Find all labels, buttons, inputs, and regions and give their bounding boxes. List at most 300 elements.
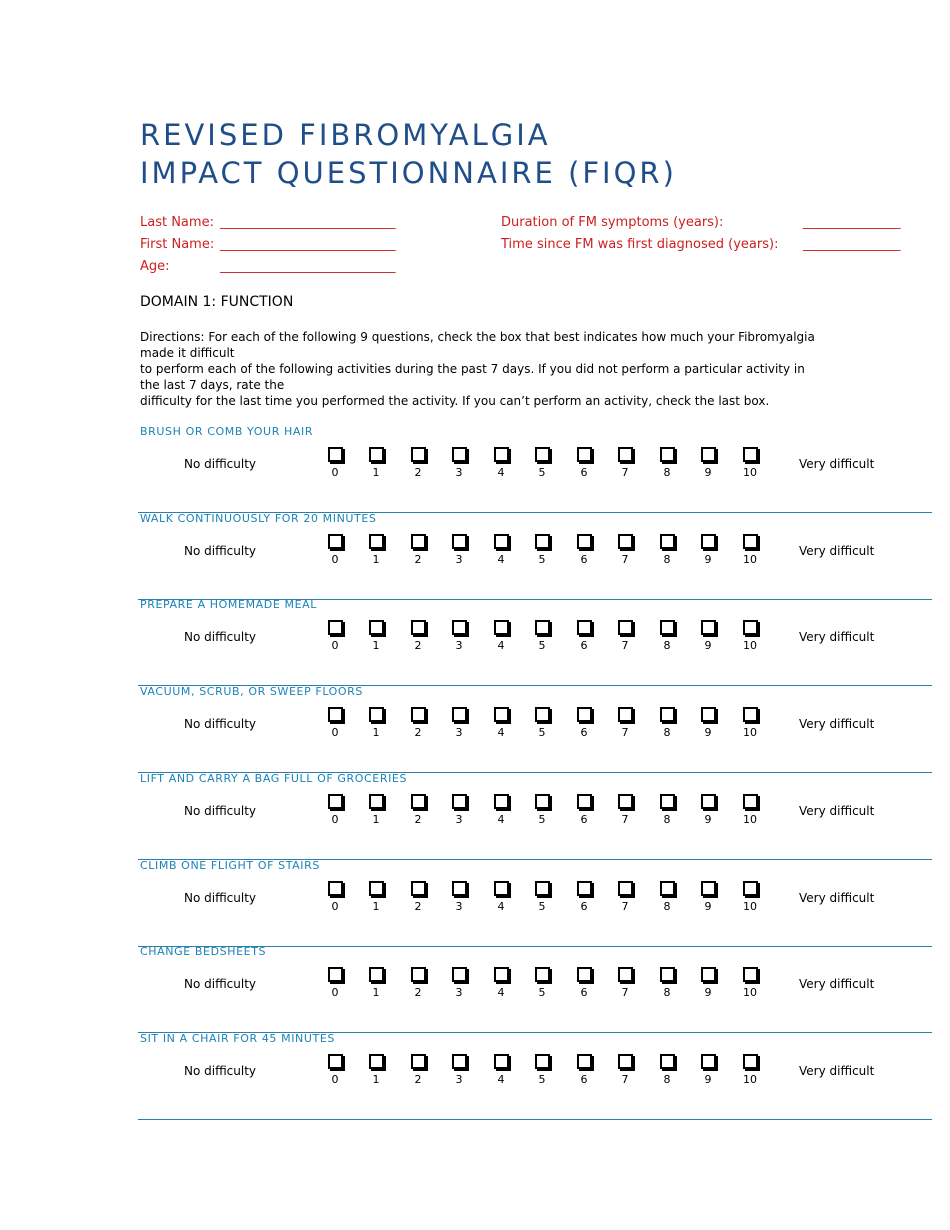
rating-number: 7	[621, 726, 629, 739]
rating-checkbox[interactable]	[743, 534, 758, 549]
rating-option	[696, 967, 720, 999]
rating-option	[489, 881, 513, 913]
rating-option	[696, 447, 720, 479]
rating-number: 5	[538, 639, 546, 652]
rating-number: 0	[331, 1073, 339, 1086]
rating-option	[323, 1054, 347, 1086]
rating-option	[447, 447, 471, 479]
rating-option	[613, 967, 637, 999]
rating-option	[738, 534, 762, 566]
rating-number: 10	[743, 1073, 757, 1086]
first-name-field[interactable]: ___________________________	[220, 237, 396, 252]
rating-number: 4	[497, 639, 505, 652]
rating-number: 10	[743, 900, 757, 913]
scale-left-label: No difficulty	[184, 457, 257, 471]
rating-number: 1	[372, 986, 380, 999]
rating-checkbox[interactable]	[577, 1054, 592, 1069]
scale-right-label: Very difficult	[799, 457, 875, 471]
rating-number: 9	[704, 466, 712, 479]
rating-option	[489, 794, 513, 826]
rating-option	[738, 447, 762, 479]
question-item	[138, 425, 932, 513]
rating-number: 6	[580, 986, 588, 999]
rating-checkbox[interactable]	[577, 447, 592, 462]
rating-option	[613, 534, 637, 566]
rating-checkbox[interactable]	[328, 447, 343, 462]
rating-option	[406, 794, 430, 826]
rating-option	[406, 707, 430, 739]
scale-left-label: No difficulty	[184, 630, 257, 644]
rating-checkbox[interactable]	[701, 1054, 716, 1069]
scale-left-label: No difficulty	[184, 717, 257, 731]
rating-number: 6	[580, 813, 588, 826]
age-field[interactable]: ___________________________	[220, 259, 396, 274]
rating-checkbox[interactable]	[494, 881, 509, 896]
question-label: VACUUM, SCRUB, OR SWEEP FLOORS	[140, 685, 364, 698]
rating-number: 0	[331, 553, 339, 566]
rating-checkbox[interactable]	[618, 881, 633, 896]
rating-option	[530, 1054, 554, 1086]
rating-checkbox[interactable]	[660, 534, 675, 549]
rating-checkbox[interactable]	[411, 967, 426, 982]
rating-option	[364, 794, 388, 826]
rating-option	[696, 707, 720, 739]
rating-number: 4	[497, 1073, 505, 1086]
rating-option	[364, 620, 388, 652]
rating-number: 3	[455, 813, 463, 826]
rating-checkbox[interactable]	[411, 534, 426, 549]
rating-number: 2	[414, 986, 422, 999]
rating-checkbox[interactable]	[452, 881, 467, 896]
rating-checkbox[interactable]	[743, 967, 758, 982]
rating-option	[572, 447, 596, 479]
directions-line-2: to perform each of the following activities during the past 7 days. If you did not perform a particular activity in the last 7 days, rate the	[140, 362, 805, 392]
rating-checkbox[interactable]	[328, 1054, 343, 1069]
rating-checkbox[interactable]	[369, 707, 384, 722]
rating-number: 6	[580, 726, 588, 739]
rating-checkbox[interactable]	[618, 707, 633, 722]
rating-option	[572, 620, 596, 652]
question-item	[138, 1032, 932, 1120]
rating-number: 1	[372, 553, 380, 566]
scale-right-label: Very difficult	[799, 977, 875, 991]
rating-checkbox[interactable]	[743, 1054, 758, 1069]
rating-checkbox[interactable]	[369, 534, 384, 549]
question-item	[138, 512, 932, 600]
rating-option	[738, 620, 762, 652]
rating-option	[406, 967, 430, 999]
scale-right-label: Very difficult	[799, 1064, 875, 1078]
rating-option	[323, 794, 347, 826]
scale-left-label: No difficulty	[184, 544, 257, 558]
rating-checkbox[interactable]	[618, 534, 633, 549]
rating-number: 3	[455, 553, 463, 566]
scale-right-label: Very difficult	[799, 717, 875, 731]
rating-option	[447, 620, 471, 652]
rating-option	[738, 1054, 762, 1086]
rating-option	[696, 620, 720, 652]
rating-option	[696, 794, 720, 826]
rating-number: 6	[580, 1073, 588, 1086]
rating-option	[364, 967, 388, 999]
rating-checkbox[interactable]	[369, 794, 384, 809]
rating-checkbox[interactable]	[328, 967, 343, 982]
rating-number: 8	[663, 1073, 671, 1086]
title-line-2: IMPACT QUESTIONNAIRE (FIQR)	[140, 156, 677, 190]
rating-option	[696, 1054, 720, 1086]
rating-checkbox[interactable]	[411, 881, 426, 896]
rating-option	[613, 707, 637, 739]
rating-option	[323, 534, 347, 566]
rating-checkbox[interactable]	[660, 1054, 675, 1069]
rating-number: 9	[704, 1073, 712, 1086]
rating-number: 4	[497, 986, 505, 999]
rating-option	[572, 707, 596, 739]
rating-option	[530, 794, 554, 826]
rating-number: 2	[414, 1073, 422, 1086]
rating-number: 7	[621, 986, 629, 999]
rating-number: 10	[743, 553, 757, 566]
rating-number: 5	[538, 1073, 546, 1086]
question-label: CHANGE BEDSHEETS	[140, 945, 267, 958]
directions-lead: Directions:	[140, 330, 205, 344]
question-label: BRUSH OR COMB YOUR HAIR	[140, 425, 314, 438]
rating-number: 2	[414, 900, 422, 913]
rating-option	[530, 881, 554, 913]
rating-option	[323, 881, 347, 913]
scale-left-label: No difficulty	[184, 804, 257, 818]
rating-option	[613, 1054, 637, 1086]
directions-line-1: For each of the following 9 questions, check the box that best indicates how much your Fibromyalgia made it difficult	[140, 330, 815, 360]
scale-left-label: No difficulty	[184, 891, 257, 905]
rating-checkbox[interactable]	[328, 881, 343, 896]
rating-checkbox[interactable]	[701, 794, 716, 809]
rating-option	[530, 534, 554, 566]
rating-option	[489, 447, 513, 479]
rating-number: 9	[704, 986, 712, 999]
rating-number: 6	[580, 466, 588, 479]
rating-number: 9	[704, 639, 712, 652]
rating-number: 0	[331, 900, 339, 913]
rating-checkbox[interactable]	[660, 707, 675, 722]
rating-checkbox[interactable]	[369, 447, 384, 462]
rating-number: 1	[372, 639, 380, 652]
rating-checkbox[interactable]	[411, 620, 426, 635]
scale-right-label: Very difficult	[799, 544, 875, 558]
rating-number: 8	[663, 639, 671, 652]
directions	[140, 329, 820, 409]
rating-number: 6	[580, 900, 588, 913]
rating-checkbox[interactable]	[535, 707, 550, 722]
rating-option	[572, 794, 596, 826]
rating-option	[447, 794, 471, 826]
rating-checkbox[interactable]	[369, 1054, 384, 1069]
rating-checkbox[interactable]	[701, 881, 716, 896]
rating-number: 1	[372, 813, 380, 826]
rating-number: 4	[497, 813, 505, 826]
rating-checkbox[interactable]	[328, 534, 343, 549]
rating-option	[323, 967, 347, 999]
rating-checkbox[interactable]	[535, 534, 550, 549]
rating-number: 4	[497, 726, 505, 739]
scale-right-label: Very difficult	[799, 804, 875, 818]
rating-option	[655, 1054, 679, 1086]
rating-checkbox[interactable]	[452, 447, 467, 462]
rating-option	[447, 1054, 471, 1086]
rating-checkbox[interactable]	[452, 794, 467, 809]
rating-checkbox[interactable]	[701, 620, 716, 635]
rating-checkbox[interactable]	[328, 707, 343, 722]
rating-option	[489, 707, 513, 739]
rating-option	[613, 620, 637, 652]
rating-option	[655, 881, 679, 913]
rating-number: 2	[414, 466, 422, 479]
rating-number: 0	[331, 986, 339, 999]
rating-number: 0	[331, 813, 339, 826]
rating-number: 1	[372, 1073, 380, 1086]
rating-number: 8	[663, 553, 671, 566]
rating-checkbox[interactable]	[494, 794, 509, 809]
rating-option	[572, 534, 596, 566]
rating-checkbox[interactable]	[660, 967, 675, 982]
scale-right-label: Very difficult	[799, 891, 875, 905]
rating-number: 10	[743, 726, 757, 739]
rating-checkbox[interactable]	[452, 534, 467, 549]
rating-number: 5	[538, 986, 546, 999]
rating-checkbox[interactable]	[411, 707, 426, 722]
rating-number: 1	[372, 726, 380, 739]
rating-checkbox[interactable]	[535, 794, 550, 809]
rating-checkbox[interactable]	[369, 967, 384, 982]
rating-number: 3	[455, 986, 463, 999]
rating-checkbox[interactable]	[452, 620, 467, 635]
question-label: WALK CONTINUOUSLY FOR 20 MINUTES	[140, 512, 377, 525]
rating-checkbox[interactable]	[743, 794, 758, 809]
rating-checkbox[interactable]	[743, 447, 758, 462]
rating-option	[696, 881, 720, 913]
scale-left-label: No difficulty	[184, 1064, 257, 1078]
rating-checkbox[interactable]	[452, 1054, 467, 1069]
rating-checkbox[interactable]	[328, 620, 343, 635]
rating-option	[323, 620, 347, 652]
rating-number: 7	[621, 466, 629, 479]
rating-checkbox[interactable]	[452, 967, 467, 982]
rating-checkbox[interactable]	[577, 967, 592, 982]
rating-checkbox[interactable]	[369, 881, 384, 896]
rating-number: 4	[497, 466, 505, 479]
rating-option	[447, 967, 471, 999]
rating-checkbox[interactable]	[660, 447, 675, 462]
rating-number: 2	[414, 553, 422, 566]
rating-checkbox[interactable]	[577, 794, 592, 809]
rating-number: 5	[538, 553, 546, 566]
rating-checkbox[interactable]	[535, 620, 550, 635]
rating-checkbox[interactable]	[618, 794, 633, 809]
rating-checkbox[interactable]	[577, 881, 592, 896]
rating-checkbox[interactable]	[701, 707, 716, 722]
rating-number: 8	[663, 900, 671, 913]
rating-number: 0	[331, 726, 339, 739]
duration-label: Duration of FM symptoms (years):	[501, 215, 724, 230]
rating-option	[364, 1054, 388, 1086]
rating-number: 9	[704, 900, 712, 913]
question-item	[138, 859, 932, 947]
rating-number: 3	[455, 466, 463, 479]
rating-checkbox[interactable]	[535, 967, 550, 982]
rating-number: 1	[372, 900, 380, 913]
rating-number: 10	[743, 986, 757, 999]
rating-checkbox[interactable]	[535, 881, 550, 896]
rating-option	[738, 881, 762, 913]
rating-checkbox[interactable]	[535, 447, 550, 462]
rating-checkbox[interactable]	[743, 707, 758, 722]
rating-checkbox[interactable]	[660, 620, 675, 635]
rating-option	[406, 534, 430, 566]
directions-line-3: difficulty for the last time you performed the activity. If you can’t perform an activity, check the last box.	[140, 394, 770, 408]
age-label: Age:	[140, 259, 170, 274]
rating-option	[489, 620, 513, 652]
rating-number: 10	[743, 466, 757, 479]
rating-option	[530, 620, 554, 652]
rating-option	[655, 707, 679, 739]
title-line-1: REVISED FIBROMYALGIA	[140, 118, 551, 152]
rating-number: 5	[538, 726, 546, 739]
rating-option	[655, 794, 679, 826]
rating-number: 3	[455, 1073, 463, 1086]
rating-option	[489, 534, 513, 566]
rating-option	[323, 707, 347, 739]
rating-number: 4	[497, 900, 505, 913]
rating-checkbox[interactable]	[411, 794, 426, 809]
rating-option	[406, 447, 430, 479]
rating-number: 3	[455, 639, 463, 652]
rating-checkbox[interactable]	[452, 707, 467, 722]
rating-number: 3	[455, 900, 463, 913]
rating-number: 6	[580, 553, 588, 566]
rating-checkbox[interactable]	[494, 447, 509, 462]
rating-number: 6	[580, 639, 588, 652]
rating-option	[572, 881, 596, 913]
rating-checkbox[interactable]	[743, 620, 758, 635]
rating-checkbox[interactable]	[577, 707, 592, 722]
rating-option	[572, 1054, 596, 1086]
rating-number: 1	[372, 466, 380, 479]
time-since-diagnosis-field[interactable]: _______________	[803, 237, 901, 252]
rating-number: 8	[663, 813, 671, 826]
rating-option	[655, 534, 679, 566]
question-label: CLIMB ONE FLIGHT OF STAIRS	[140, 859, 320, 872]
rating-checkbox[interactable]	[743, 881, 758, 896]
rating-checkbox[interactable]	[494, 707, 509, 722]
rating-number: 7	[621, 1073, 629, 1086]
rating-checkbox[interactable]	[577, 620, 592, 635]
rating-option	[406, 620, 430, 652]
rating-number: 5	[538, 900, 546, 913]
rating-number: 5	[538, 813, 546, 826]
rating-checkbox[interactable]	[411, 447, 426, 462]
rating-number: 3	[455, 726, 463, 739]
rating-option	[655, 447, 679, 479]
question-label: SIT IN A CHAIR FOR 45 MINUTES	[140, 1032, 335, 1045]
rating-option	[572, 967, 596, 999]
rating-checkbox[interactable]	[577, 534, 592, 549]
rating-option	[406, 1054, 430, 1086]
rating-number: 2	[414, 726, 422, 739]
last-name-label: Last Name:	[140, 215, 214, 230]
rating-option	[364, 447, 388, 479]
rating-option	[613, 447, 637, 479]
rating-option	[323, 447, 347, 479]
rating-checkbox[interactable]	[411, 1054, 426, 1069]
rating-number: 8	[663, 466, 671, 479]
rating-checkbox[interactable]	[660, 794, 675, 809]
rating-checkbox[interactable]	[618, 1054, 633, 1069]
rating-number: 10	[743, 813, 757, 826]
question-item	[138, 772, 932, 860]
last-name-field[interactable]: ___________________________	[220, 215, 396, 230]
rating-option	[655, 620, 679, 652]
rating-option	[738, 967, 762, 999]
rating-option	[696, 534, 720, 566]
time-since-diagnosis-label: Time since FM was first diagnosed (years):	[501, 237, 779, 252]
rating-number: 2	[414, 813, 422, 826]
scale-right-label: Very difficult	[799, 630, 875, 644]
rating-option	[738, 794, 762, 826]
question-label: LIFT AND CARRY A BAG FULL OF GROCERIES	[140, 772, 408, 785]
rating-number: 8	[663, 726, 671, 739]
rating-number: 9	[704, 726, 712, 739]
rating-checkbox[interactable]	[701, 967, 716, 982]
domain-title: DOMAIN 1: FUNCTION	[140, 294, 294, 310]
rating-checkbox[interactable]	[535, 1054, 550, 1069]
rating-checkbox[interactable]	[660, 881, 675, 896]
rating-option	[530, 447, 554, 479]
rating-checkbox[interactable]	[328, 794, 343, 809]
rating-checkbox[interactable]	[701, 447, 716, 462]
question-item	[138, 598, 932, 686]
rating-checkbox[interactable]	[618, 967, 633, 982]
rating-number: 9	[704, 553, 712, 566]
rating-checkbox[interactable]	[618, 620, 633, 635]
rating-checkbox[interactable]	[369, 620, 384, 635]
scale-left-label: No difficulty	[184, 977, 257, 991]
rating-option	[489, 967, 513, 999]
rating-number: 5	[538, 466, 546, 479]
rating-number: 4	[497, 553, 505, 566]
rating-number: 0	[331, 466, 339, 479]
rating-option	[655, 967, 679, 999]
rating-option	[447, 881, 471, 913]
rating-number: 9	[704, 813, 712, 826]
rating-option	[530, 967, 554, 999]
rating-option	[489, 1054, 513, 1086]
question-item	[138, 685, 932, 773]
duration-field[interactable]: _______________	[803, 215, 901, 230]
rating-checkbox[interactable]	[494, 967, 509, 982]
rating-checkbox[interactable]	[701, 534, 716, 549]
rating-checkbox[interactable]	[494, 534, 509, 549]
rating-checkbox[interactable]	[618, 447, 633, 462]
rating-checkbox[interactable]	[494, 620, 509, 635]
rating-number: 7	[621, 553, 629, 566]
rating-checkbox[interactable]	[494, 1054, 509, 1069]
rating-number: 7	[621, 900, 629, 913]
form-title	[140, 116, 677, 192]
question-item	[138, 945, 932, 1033]
rating-option	[447, 707, 471, 739]
rating-number: 10	[743, 639, 757, 652]
rating-option	[364, 534, 388, 566]
